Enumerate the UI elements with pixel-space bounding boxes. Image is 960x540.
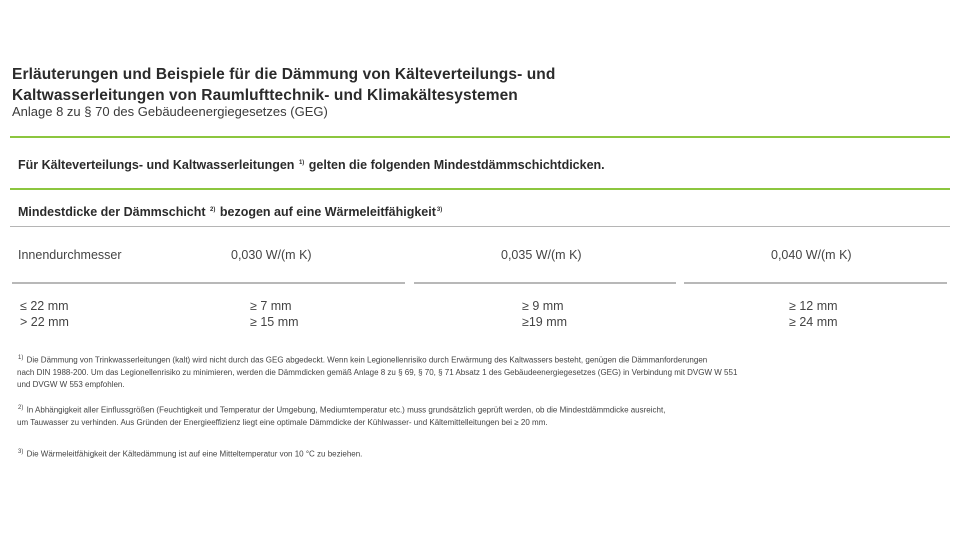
footnote-line: nach DIN 1988-200. Um das Legionellenrisiko zu minimieren, werden die Dämmdicken gemäß Anlage 8 zu § 69, § 70, § 71 Absatz 1 des Gebäudeenergiegesetzes (GEG) in Verbindung mit DVGW W 551 <box>17 367 738 377</box>
footnote-ref: 2) <box>210 206 216 213</box>
column-header-diameter: Innendurchmesser <box>18 248 122 262</box>
footnote-marker: 1) <box>18 355 24 361</box>
column-header-040: 0,040 W/(m K) <box>771 248 852 262</box>
footnote-2 <box>17 402 947 429</box>
column-rule <box>414 282 676 284</box>
section-heading-text: Mindestdicke der Dämmschicht <box>18 205 206 219</box>
column-rule <box>684 282 947 284</box>
column-rule <box>12 282 405 284</box>
title-line-2: Kaltwasserleitungen von Raumlufttechnik- und Klimakältesystemen <box>12 87 518 104</box>
intro-text-end: gelten die folgenden Mindestdämmschichtdicken. <box>308 158 605 172</box>
footnote-ref: 3) <box>436 206 443 213</box>
footnote-3 <box>17 446 947 461</box>
table-row-value: ≥ 24 mm <box>789 315 838 329</box>
green-divider-section <box>10 188 950 190</box>
table-cell-035 <box>522 298 567 330</box>
footnote-ref: 1) <box>298 159 305 166</box>
section-heading <box>18 205 443 219</box>
table-row-value: ≥ 12 mm <box>789 299 838 313</box>
footnote-line: Die Dämmung von Trinkwasserleitungen (kalt) wird nicht durch das GEG abgedeckt. Wenn kein Legionellenrisiko durch Erwärmung des Kaltwassers besteht, genügen die Dämmanforderungen <box>26 355 708 365</box>
document-subtitle: Anlage 8 zu § 70 des Gebäudeenergiegesetzes (GEG) <box>12 104 328 119</box>
intro-statement <box>18 158 605 172</box>
footnote-line: In Abhängigkeit aller Einflussgrößen (Feuchtigkeit und Temperatur der Umgebung, Mediumtemperatur etc.) muss grundsätzlich geprüft werden, ob die Mindestdämmdicke ausreicht, <box>26 405 666 415</box>
footnote-marker: 2) <box>18 405 24 411</box>
table-row-value: ≥19 mm <box>522 315 568 329</box>
intro-text: Für Kälteverteilungs- und Kaltwasserleitungen <box>18 158 295 172</box>
table-row-value: ≥ 9 mm <box>522 299 564 313</box>
column-header-035: 0,035 W/(m K) <box>501 248 582 262</box>
table-cell-040 <box>789 298 838 330</box>
green-divider-top <box>10 136 950 138</box>
table-row-value: ≥ 15 mm <box>250 315 299 329</box>
table-row-value: > 22 mm <box>20 315 69 329</box>
table-row-value: ≥ 7 mm <box>250 299 292 313</box>
footnote-line: und DVGW W 553 empfohlen. <box>17 379 125 389</box>
footnote-line: um Tauwasser zu verhinden. Aus Gründen der Energieeffizienz liegt eine optimale Dämmdicke der Kühlwasser- und Kältemittelleitungen bei ≥ 20 mm. <box>17 417 548 427</box>
footnote-marker: 3) <box>18 449 24 455</box>
document-title <box>12 64 555 106</box>
footnote-line: Die Wärmeleitfähigkeit der Kältedämmung ist auf eine Mitteltemperatur von 10 °C zu beziehen. <box>26 449 363 459</box>
table-cell-diameter <box>20 298 69 330</box>
section-heading-text-middle: bezogen auf eine Wärmeleitfähigkeit <box>219 205 436 219</box>
table-cell-030 <box>250 298 299 330</box>
table-row-value: ≤ 22 mm <box>20 299 69 313</box>
title-line-1: Erläuterungen und Beispiele für die Dämmung von Kälteverteilungs- und <box>12 66 556 83</box>
footnote-1 <box>17 352 947 391</box>
gray-divider <box>10 226 950 227</box>
column-header-030: 0,030 W/(m K) <box>231 248 312 262</box>
